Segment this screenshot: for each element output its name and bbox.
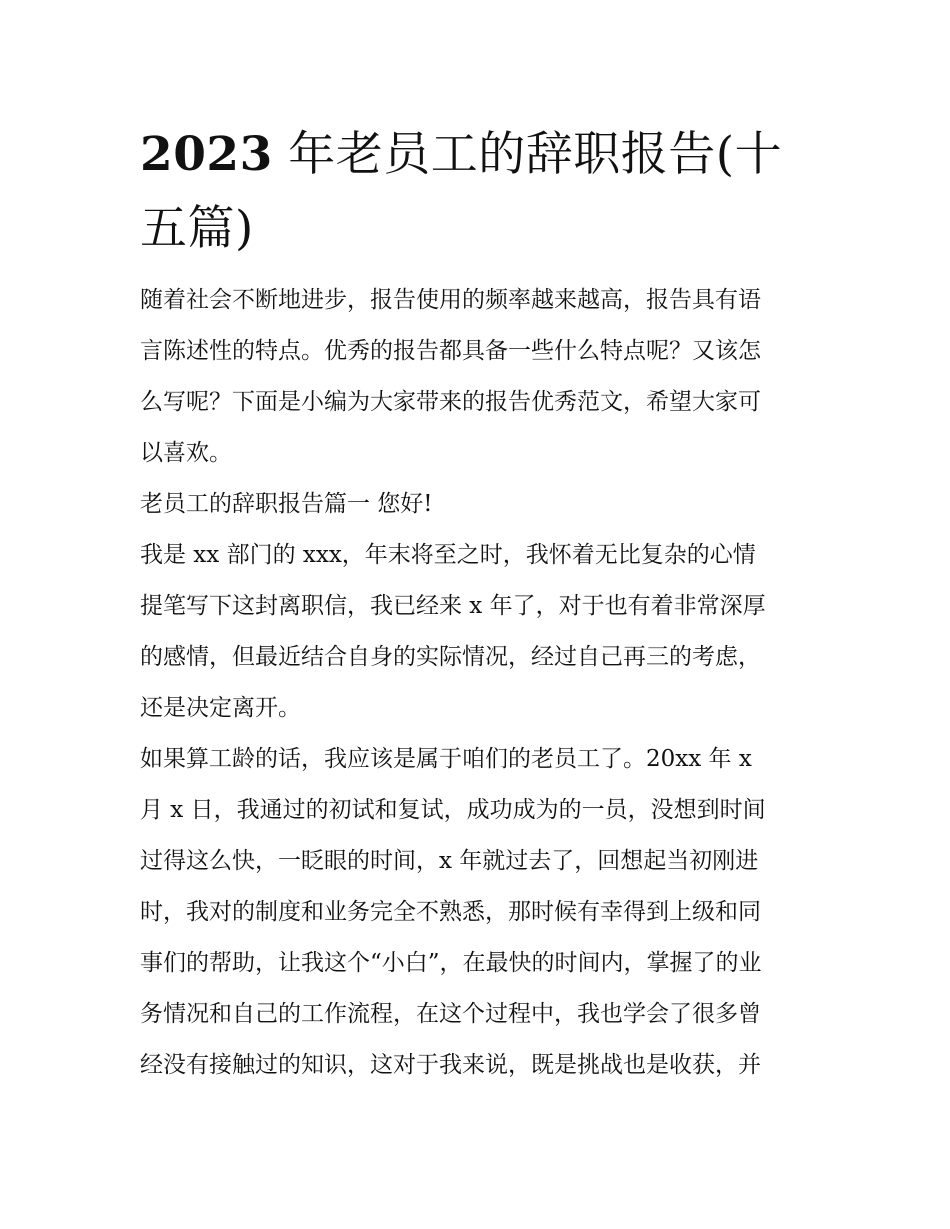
text-line: 随着社会不断地进步，报告使用的频率越来越高，报告具有语 — [140, 287, 761, 313]
text-line: 以喜欢。 — [140, 440, 232, 466]
text-line: 提笔写下这封离职信，我已经来 x 年了，对于也有着非常深厚 — [140, 593, 766, 619]
text-line: 如果算工龄的话，我应该是属于咱们的老员工了。20xx 年 x — [140, 746, 752, 772]
text-line: 事们的帮助，让我这个“小白”，在最快的时间内，掌握了的业 — [140, 950, 762, 976]
title-line2-text: 五篇) — [140, 201, 254, 256]
section-heading: 老员工的辞职报告篇一 您好! — [140, 491, 433, 517]
text-line: 我是 xx 部门的 xxx，年末将至之时，我怀着无比复杂的心情 — [140, 542, 756, 568]
title-year: 2023 — [140, 127, 273, 182]
text-line: 经没有接触过的知识，这对于我来说，既是挑战也是收获，并 — [140, 1052, 761, 1078]
document-title — [140, 118, 820, 266]
title-line1-text: 年老员工的辞职报告(十 — [288, 127, 783, 182]
text-line: 过得这么快，一眨眼的时间，x 年就过去了，回想起当初刚进 — [140, 848, 759, 874]
text-line: 时，我对的制度和业务完全不熟悉，那时候有幸得到上级和同 — [140, 899, 761, 925]
text-line: 务情况和自己的工作流程，在这个过程中，我也学会了很多曾 — [140, 1001, 761, 1027]
document-body — [140, 275, 830, 1091]
text-line: 言陈述性的特点。优秀的报告都具备一些什么特点呢？又该怎 — [140, 338, 761, 364]
text-line: 么写呢？下面是小编为大家带来的报告优秀范文，希望大家可 — [140, 389, 761, 415]
text-line: 月 x 日，我通过的初试和复试，成功成为的一员，没想到时间 — [140, 797, 766, 823]
text-line: 的感情，但最近结合自身的实际情况，经过自己再三的考虑， — [140, 644, 761, 670]
text-line: 还是决定离开。 — [140, 695, 301, 721]
